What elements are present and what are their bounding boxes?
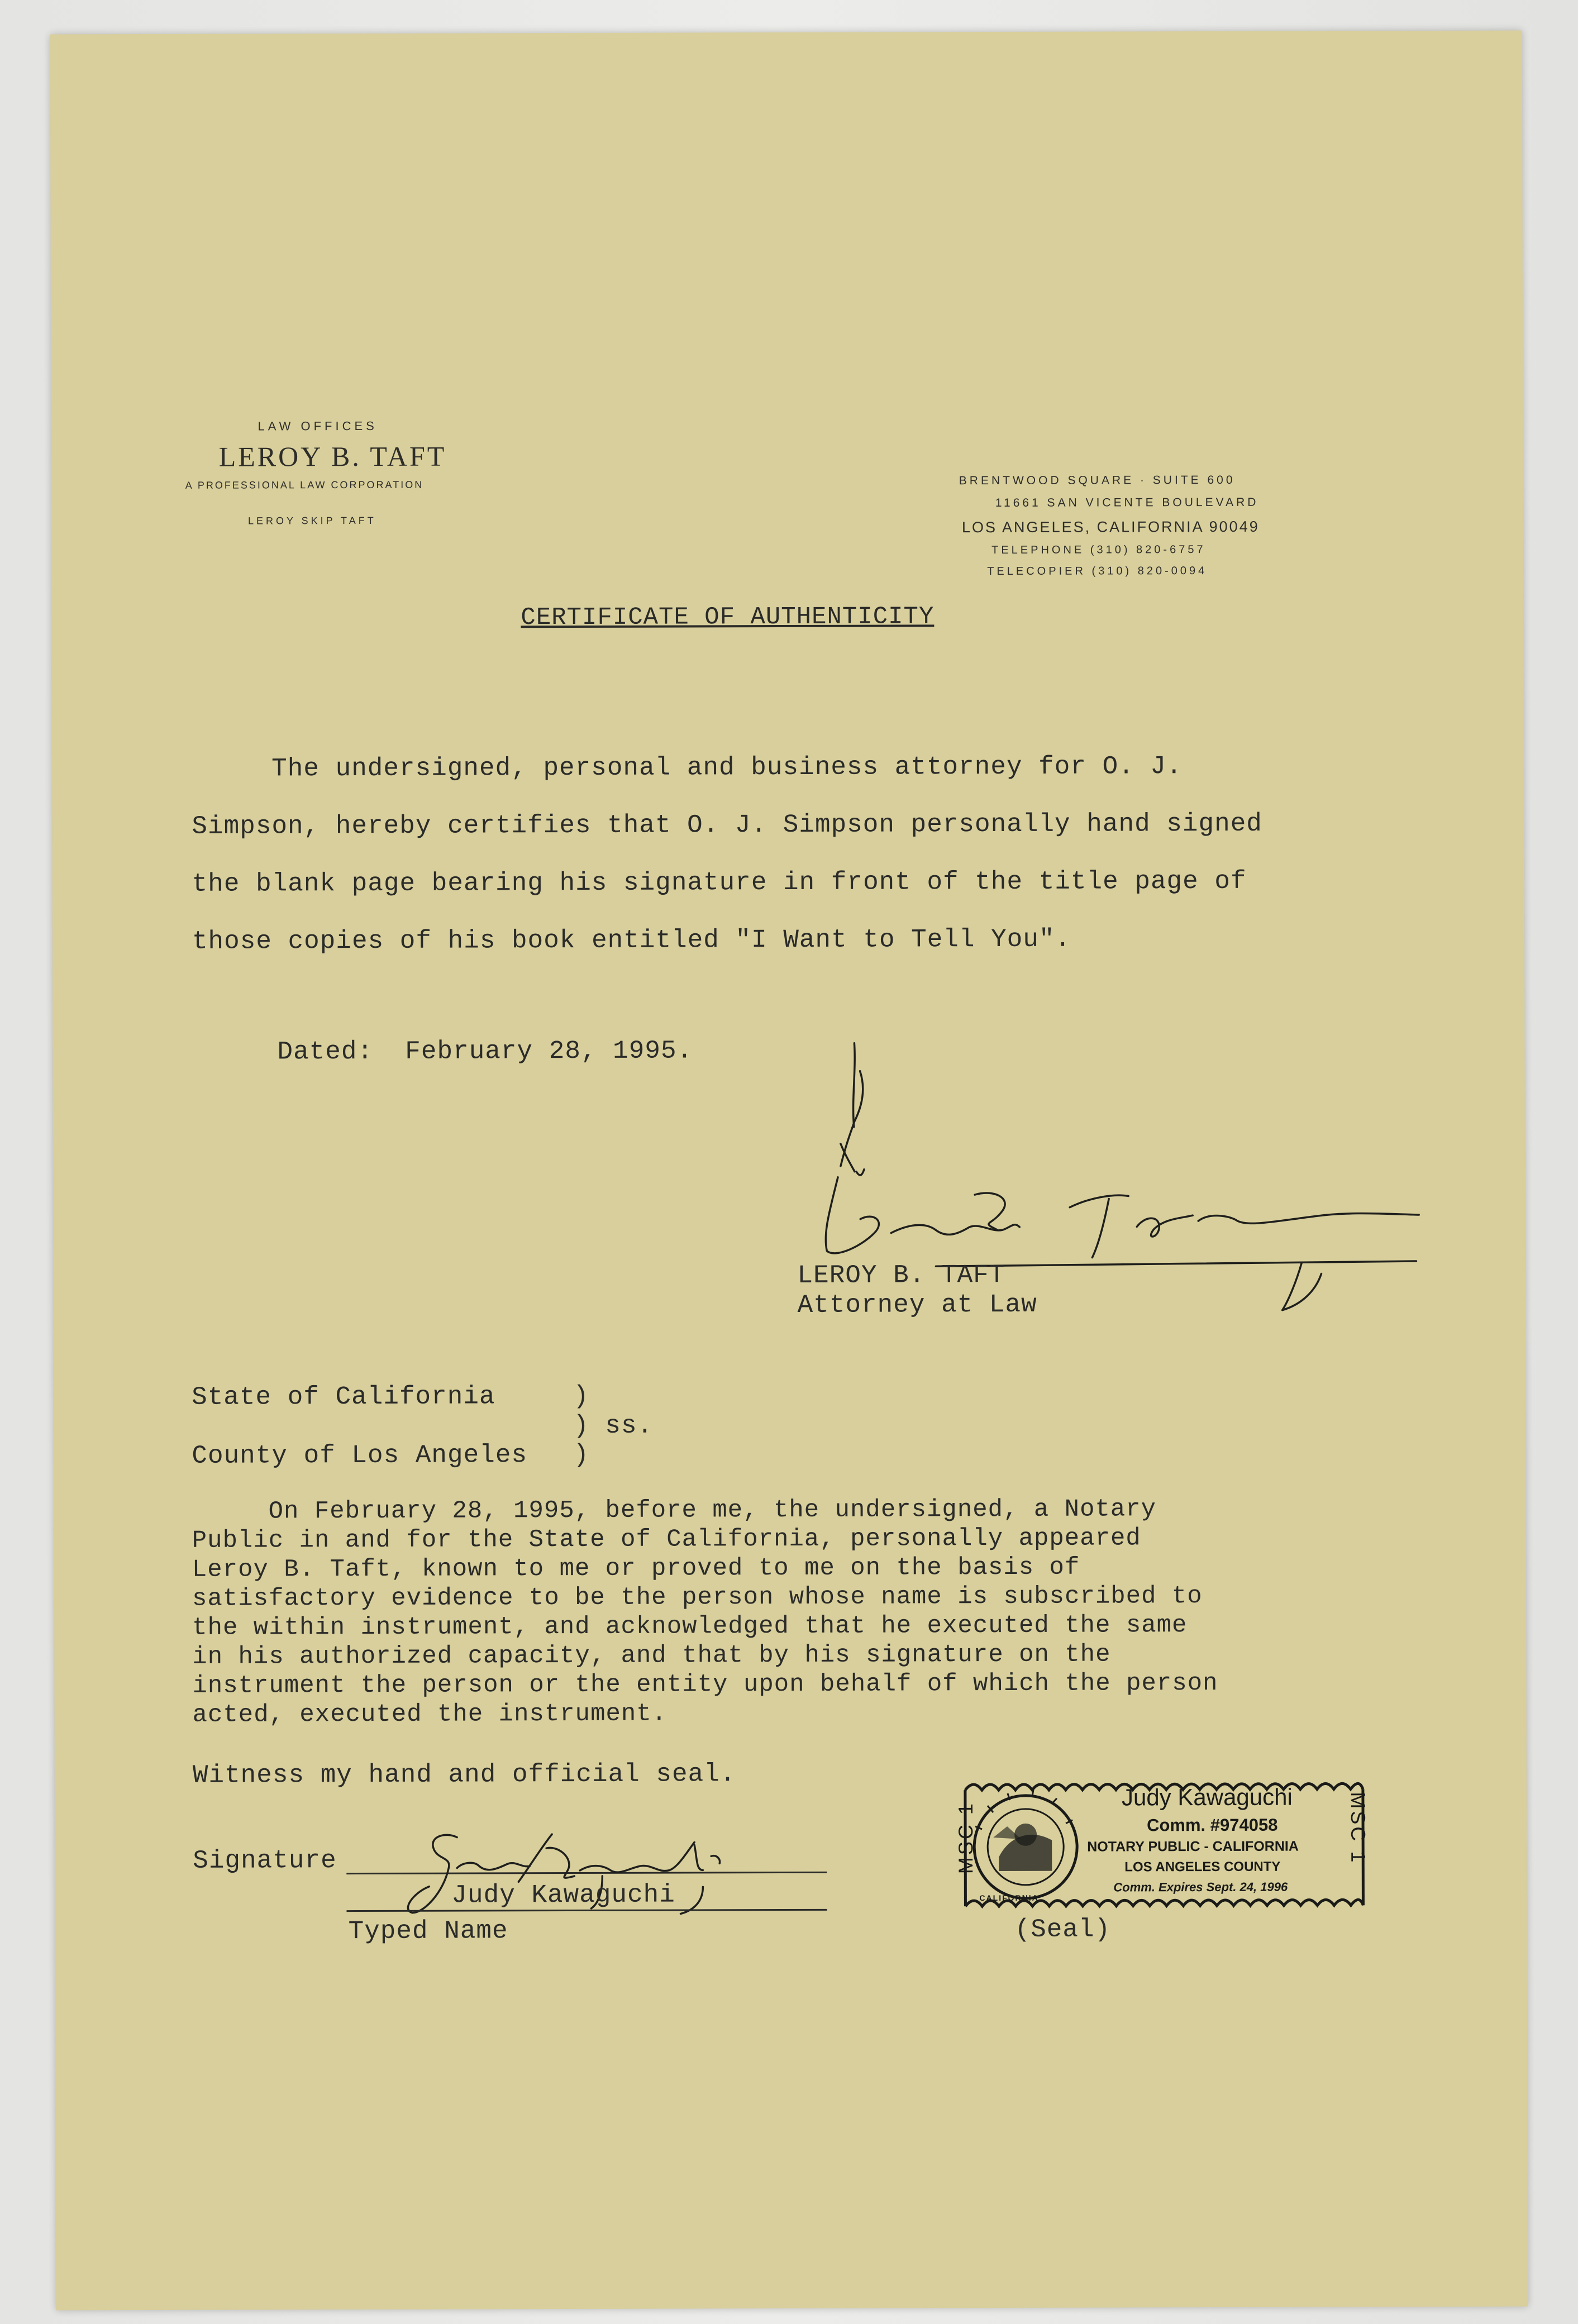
acknowledgment-line: On February 28, 1995, before me, the undersigned, a Notary	[192, 1495, 1157, 1526]
venue-state-bracket: )	[573, 1381, 589, 1411]
stamp-county: LOS ANGELES COUNTY	[1124, 1859, 1281, 1875]
letterhead-firm-name: LEROY B. TAFT	[218, 440, 447, 473]
witness-line: Witness my hand and official seal.	[192, 1759, 736, 1790]
stamp-side-code-right: MSC 1	[1346, 1792, 1370, 1865]
acknowledgment-line: Public in and for the State of California, personally appeared	[192, 1524, 1141, 1555]
stamp-side-code-left: MSC 1	[954, 1801, 978, 1874]
stamp-name: Judy Kawaguchi	[1121, 1783, 1293, 1811]
letterhead-address-1: BRENTWOOD SQUARE · SUITE 600	[959, 473, 1236, 488]
stamp-commission: Comm. #974058	[1147, 1815, 1278, 1835]
typed-name-label: Typed Name	[348, 1916, 508, 1946]
notary-stamp	[954, 1772, 1370, 1914]
seal-label: (Seal)	[1014, 1915, 1111, 1944]
venue-county-bracket: )	[573, 1440, 590, 1470]
state-seal-icon	[974, 1790, 1078, 1898]
certificate-page	[50, 31, 1528, 2311]
attorney-title: Attorney at Law	[797, 1290, 1037, 1320]
stamp-expires: Comm. Expires Sept. 24, 1996	[1113, 1879, 1288, 1894]
letterhead-corporation: A PROFESSIONAL LAW CORPORATION	[185, 479, 424, 491]
letterhead-law-offices: LAW OFFICES	[258, 418, 378, 433]
certification-line: those copies of his book entitled "I Want to Tell You".	[192, 924, 1071, 956]
acknowledgment-line: acted, executed the instrument.	[192, 1700, 668, 1729]
document-title: CERTIFICATE OF AUTHENTICITY	[521, 603, 935, 632]
letterhead-address-2: 11661 SAN VICENTE BOULEVARD	[995, 495, 1259, 510]
certification-line: Simpson, hereby certifies that O. J. Simpson personally hand signed	[192, 809, 1262, 841]
attorney-name: LEROY B. TAFT	[797, 1260, 1005, 1290]
letterhead-telecopier: TELECOPIER (310) 820-0094	[987, 565, 1208, 578]
dated-line: Dated: February 28, 1995.	[277, 1036, 693, 1067]
certification-line: the blank page bearing his signature in front of the title page of	[192, 866, 1247, 899]
acknowledgment-line: satisfactory evidence to be the person whose name is subscribed to	[192, 1582, 1203, 1613]
signature-label: Signature	[193, 1846, 337, 1876]
venue-county: County of Los Angeles	[192, 1440, 528, 1471]
acknowledgment-line: instrument the person or the entity upon behalf of which the person	[192, 1669, 1218, 1700]
stamp-role: NOTARY PUBLIC - CALIFORNIA	[1087, 1838, 1299, 1855]
letterhead-nickname: LEROY SKIP TAFT	[247, 514, 376, 527]
letterhead-telephone: TELEPHONE (310) 820-6757	[991, 543, 1206, 557]
letterhead-address-3: LOS ANGELES, CALIFORNIA 90049	[961, 518, 1260, 536]
stamp-seal-state: CALIFORNIA	[979, 1893, 1039, 1903]
acknowledgment-line: the within instrument, and acknowledged that he executed the same	[192, 1611, 1188, 1642]
typed-name: Judy Kawaguchi	[451, 1880, 675, 1910]
venue-state: State of California	[191, 1382, 495, 1412]
acknowledgment-line: Leroy B. Taft, known to me or proved to me on the basis of	[192, 1553, 1080, 1584]
acknowledgment-line: in his authorized capacity, and that by his signature on the	[192, 1640, 1111, 1671]
venue-ss: ) ss.	[573, 1411, 654, 1441]
certification-line: The undersigned, personal and business attorney for O. J.	[192, 752, 1183, 784]
